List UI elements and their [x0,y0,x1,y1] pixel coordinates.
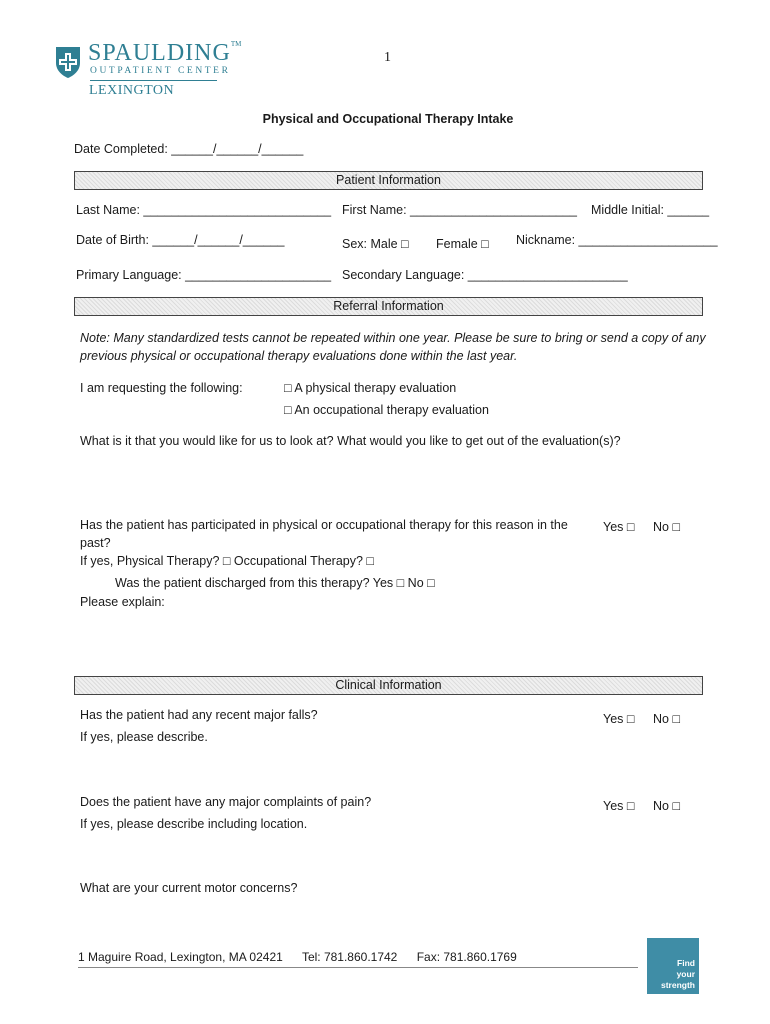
logo-name: SPAULDING™ [88,40,242,66]
footer-address: 1 Maguire Road, Lexington, MA 02421 [78,950,283,964]
section-header-referral-information: Referral Information [74,297,703,316]
middle-initial-field[interactable]: Middle Initial: ______ [591,203,710,217]
pt-evaluation-checkbox[interactable]: □ A physical therapy evaluation [284,381,457,395]
section-header-patient-information: Patient Information [74,171,703,190]
falls-question: Has the patient had any recent major falls? [80,708,318,722]
footer-divider [78,967,638,968]
date-of-birth-field[interactable]: Date of Birth: ______/______/______ [76,233,285,247]
badge-line-3: strength [661,980,695,990]
badge-line-2: your [676,969,695,979]
shield-logo-icon [55,45,81,79]
nickname-field[interactable]: Nickname: ____________________ [516,233,718,247]
form-title: Physical and Occupational Therapy Intake [262,112,514,126]
section-header-clinical-information: Clinical Information [74,676,703,695]
logo-divider [90,80,217,81]
logo-trademark: TM [230,40,242,48]
evaluation-goals-question: What is it that you would like for us to look at? What would you like to get out of the evaluation(s)? [80,434,621,448]
logo-city: LEXINGTON [89,83,175,98]
therapy-type-checkboxes[interactable]: If yes, Physical Therapy? □ Occupational Therapy? □ [80,554,374,568]
please-explain-label: Please explain: [80,595,165,609]
find-your-strength-badge [647,938,699,994]
discharged-question[interactable]: Was the patient discharged from this therapy? Yes □ No □ [115,576,435,590]
ot-evaluation-checkbox[interactable]: □ An occupational therapy evaluation [284,403,489,417]
sex-female-checkbox[interactable]: Female □ [436,237,489,251]
falls-describe-label: If yes, please describe. [80,730,208,744]
falls-yes-checkbox[interactable]: Yes □ [603,712,635,726]
prior-therapy-yes-checkbox[interactable]: Yes □ [603,520,635,534]
pain-describe-label: If yes, please describe including location. [80,817,308,831]
secondary-language-field[interactable]: Secondary Language: _______________________ [342,268,628,282]
primary-language-field[interactable]: Primary Language: _____________________ [76,268,332,282]
footer-phone: Tel: 781.860.1742 [301,950,398,964]
motor-concerns-question: What are your current motor concerns? [80,881,298,895]
page-number: 1 [384,50,391,65]
last-name-field[interactable]: Last Name: ___________________________ [76,203,332,217]
first-name-field[interactable]: First Name: ________________________ [342,203,577,217]
prior-therapy-question: Has the patient has participated in physical or occupational therapy for this reason in the past? [80,518,568,550]
footer-contact [78,950,533,964]
pain-no-checkbox[interactable]: No □ [653,799,681,813]
pain-yes-checkbox[interactable]: Yes □ [603,799,635,813]
logo-subtitle: OUTPATIENT CENTER [90,66,231,76]
prior-therapy-no-checkbox[interactable]: No □ [653,520,681,534]
referral-note: Note: Many standardized tests cannot be repeated within one year. Please be sure to bring or send a copy of any previous physical or occupational therapy evaluations done within the last year. [80,331,706,363]
date-completed-field[interactable]: Date Completed: ______/______/______ [74,142,304,156]
sex-male-checkbox[interactable]: Sex: Male □ [342,237,409,251]
falls-no-checkbox[interactable]: No □ [653,712,681,726]
requesting-label: I am requesting the following: [80,381,243,395]
pain-question: Does the patient have any major complaints of pain? [80,795,372,809]
badge-line-1: Find [677,958,695,968]
footer-fax: Fax: 781.860.1769 [416,950,517,964]
